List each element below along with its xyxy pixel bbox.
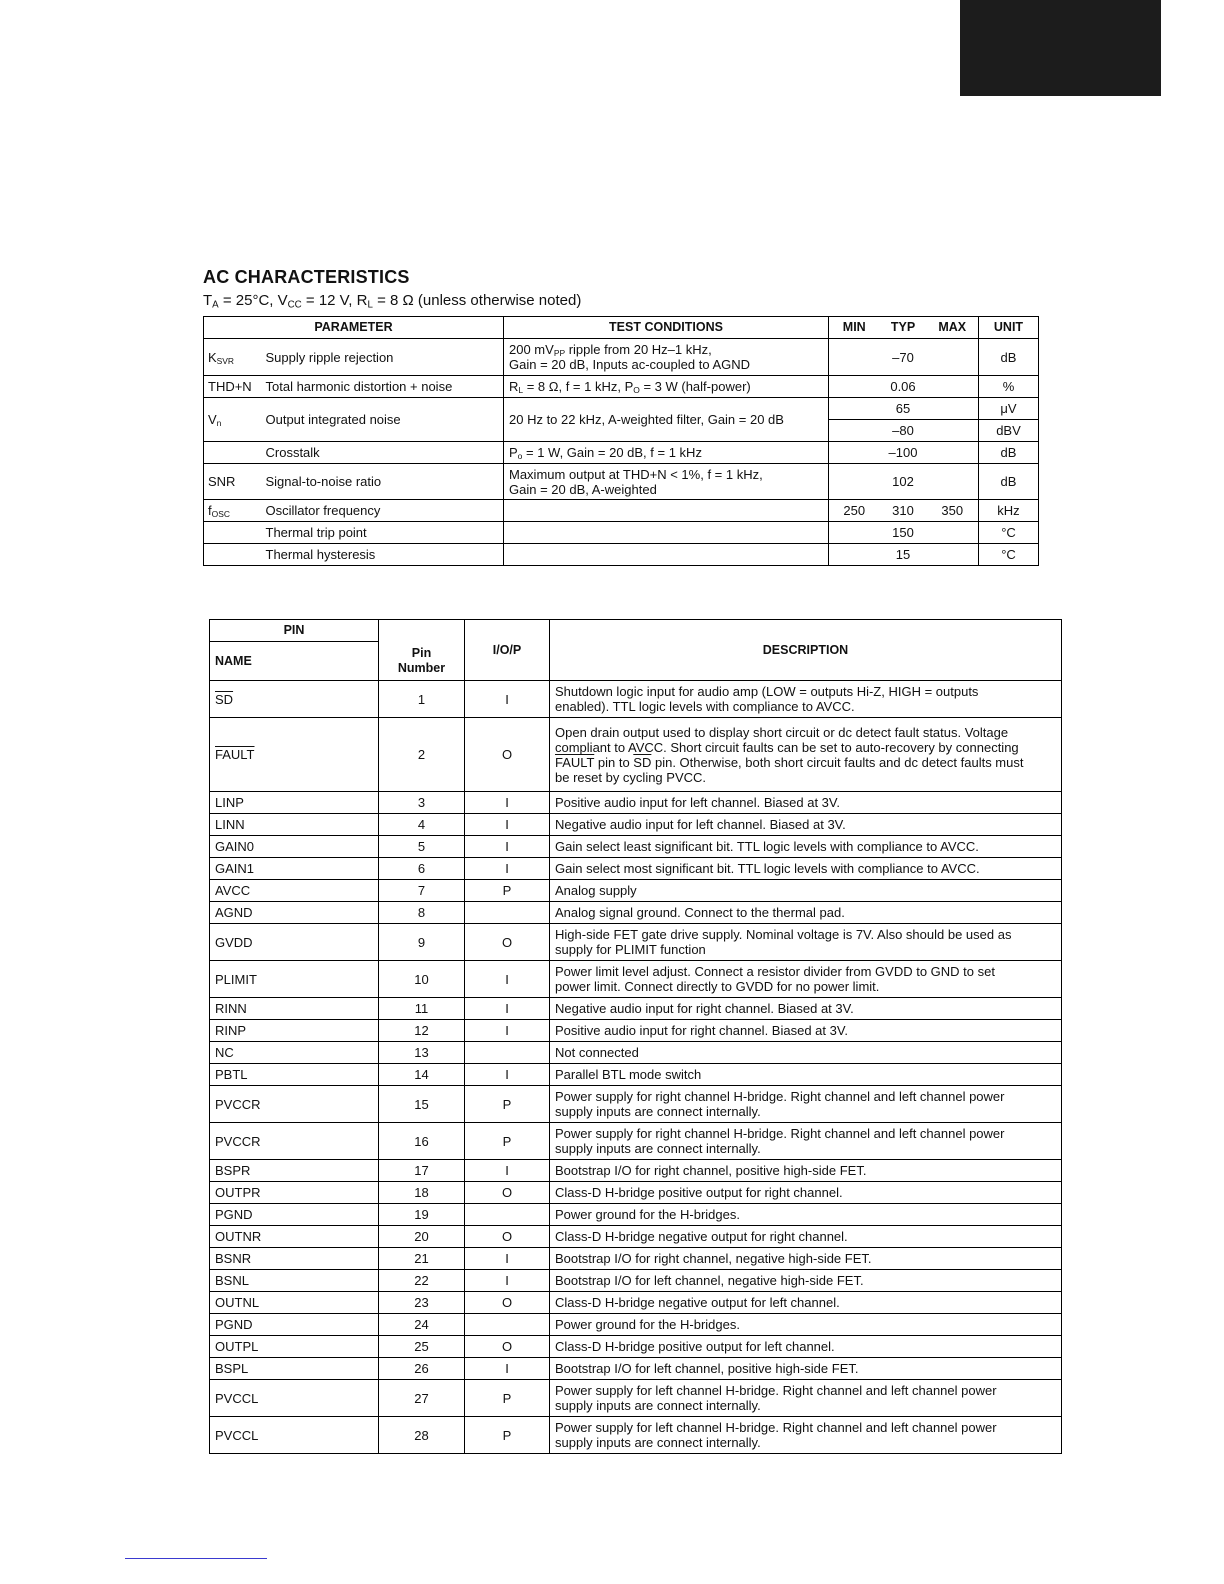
header-io: I/O/P	[465, 620, 550, 681]
pin-name: AGND	[210, 902, 379, 924]
pin-row	[210, 1182, 1062, 1204]
pin-row	[210, 1270, 1062, 1292]
param-vn: Output integrated noise	[264, 398, 504, 442]
pin-name: PVCCR	[210, 1123, 379, 1160]
pin-name: BSPR	[210, 1160, 379, 1182]
pin-row	[210, 1292, 1062, 1314]
pin-name: PGND	[210, 1204, 379, 1226]
min-fosc: 250	[829, 500, 880, 522]
param-fosc: Oscillator frequency	[264, 500, 504, 522]
typ-crosstalk: –100	[880, 442, 927, 464]
pin-number: 6	[379, 858, 465, 880]
pin-description: Power limit level adjust. Connect a resistor divider from GVDD to GND to set power limit. Connect directly to GVDD for no power limit.	[550, 961, 1062, 998]
pin-io-type: P	[465, 1417, 550, 1454]
pin-description: Power ground for the H-bridges.	[550, 1314, 1062, 1336]
pin-name: GAIN0	[210, 836, 379, 858]
pin-row	[210, 961, 1062, 998]
pin-number: 12	[379, 1020, 465, 1042]
pin-io-type: P	[465, 1123, 550, 1160]
pin-row	[210, 836, 1062, 858]
pin-number: 4	[379, 814, 465, 836]
pin-row	[210, 1042, 1062, 1064]
pin-description: Bootstrap I/O for left channel, positive high-side FET.	[550, 1358, 1062, 1380]
param-thermal-trip: Thermal trip point	[264, 522, 504, 544]
pin-row	[210, 1123, 1062, 1160]
pin-row	[210, 1314, 1062, 1336]
pin-name: PVCCL	[210, 1417, 379, 1454]
pin-row	[210, 1160, 1062, 1182]
cond-vn: 20 Hz to 22 kHz, A-weighted filter, Gain = 20 dB	[504, 398, 829, 442]
header-description: DESCRIPTION	[550, 620, 1062, 681]
pin-name: PGND	[210, 1314, 379, 1336]
pin-description: Positive audio input for left channel. Biased at 3V.	[550, 792, 1062, 814]
pin-io-type: O	[465, 1292, 550, 1314]
ac-row-ksvr	[204, 339, 1039, 376]
pin-description: Open drain output used to display short circuit or dc detect fault status. Voltage compliant to AVCC. Short circuit faults can be set to auto-recovery by connecting FAULT pin to $\overline{SD}$ pin. Otherwise, both short circuit faults and dc detect faults must be reset by cycling PVCC.	[550, 718, 1062, 792]
unit-vn-dbv: dBV	[979, 420, 1039, 442]
pin-io-type: I	[465, 961, 550, 998]
param-thdn: Total harmonic distortion + noise	[264, 376, 504, 398]
pin-name: LINP	[210, 792, 379, 814]
ac-characteristics-table	[203, 316, 1039, 566]
pin-number: 8	[379, 902, 465, 924]
pin-row	[210, 1204, 1062, 1226]
pin-io-type: I	[465, 1358, 550, 1380]
param-ksvr: Supply ripple rejection	[264, 339, 504, 376]
pin-io-type: I	[465, 814, 550, 836]
pin-row	[210, 718, 1062, 792]
pin-io-type: O	[465, 718, 550, 792]
pin-number: 20	[379, 1226, 465, 1248]
typ-snr: 102	[880, 464, 927, 500]
pin-name: BSNL	[210, 1270, 379, 1292]
corner-black-block	[960, 0, 1161, 96]
pin-io-type: I	[465, 1270, 550, 1292]
pin-io-type: I	[465, 998, 550, 1020]
ac-row-crosstalk	[204, 442, 1039, 464]
pin-description: Not connected	[550, 1042, 1062, 1064]
header-pin-number: Pin Number	[379, 642, 465, 681]
pin-description: Analog signal ground. Connect to the thermal pad.	[550, 902, 1062, 924]
pin-description: Positive audio input for right channel. Biased at 3V.	[550, 1020, 1062, 1042]
pin-number: 23	[379, 1292, 465, 1314]
header-min: MIN	[829, 317, 880, 339]
pin-number: 26	[379, 1358, 465, 1380]
typ-ksvr: –70	[880, 339, 927, 376]
symbol-ksvr: $K_{SVR}$	[204, 339, 264, 376]
pin-number: 2	[379, 718, 465, 792]
pin-number: 17	[379, 1160, 465, 1182]
pin-io-type: I	[465, 1020, 550, 1042]
typ-vn-uv: 65	[880, 398, 927, 420]
typ-thdn: 0.06	[880, 376, 927, 398]
pin-io-type	[465, 1042, 550, 1064]
header-unit: UNIT	[979, 317, 1039, 339]
pin-io-type	[465, 1204, 550, 1226]
pin-name: FAULT	[210, 718, 379, 792]
unit-fosc: kHz	[979, 500, 1039, 522]
pin-description: Class-D H-bridge positive output for right channel.	[550, 1182, 1062, 1204]
pin-description: Bootstrap I/O for right channel, positive high-side FET.	[550, 1160, 1062, 1182]
pin-number: 5	[379, 836, 465, 858]
pin-number: 15	[379, 1086, 465, 1123]
pin-name: PBTL	[210, 1064, 379, 1086]
pin-name: NC	[210, 1042, 379, 1064]
pin-io-type: P	[465, 1380, 550, 1417]
unit-thermal-trip: °C	[979, 522, 1039, 544]
pin-name: LINN	[210, 814, 379, 836]
header-name: NAME	[210, 642, 379, 681]
pin-number: 22	[379, 1270, 465, 1292]
pin-number: 19	[379, 1204, 465, 1226]
pin-row	[210, 1336, 1062, 1358]
pin-description: Power supply for left channel H-bridge. Right channel and left channel power supply inputs are connect internally.	[550, 1380, 1062, 1417]
pin-row	[210, 880, 1062, 902]
ac-row-thermal-trip	[204, 522, 1039, 544]
pin-row	[210, 1358, 1062, 1380]
pin-io-type: O	[465, 924, 550, 961]
ac-header-row	[204, 317, 1039, 339]
pin-name: OUTNL	[210, 1292, 379, 1314]
pin-row	[210, 1248, 1062, 1270]
unit-thdn: %	[979, 376, 1039, 398]
cond-thdn: $R_L = 8$ Ω, f = 1 kHz, $P_O = 3$ W (half-power)	[504, 376, 829, 398]
pin-description: Power supply for left channel H-bridge. Right channel and left channel power supply inputs are connect internally.	[550, 1417, 1062, 1454]
cond-snr: Maximum output at THD+N < 1%, f = 1 kHz, Gain = 20 dB, A-weighted	[504, 464, 829, 500]
pin-number: 3	[379, 792, 465, 814]
pin-name: PLIMIT	[210, 961, 379, 998]
pin-name: BSNR	[210, 1248, 379, 1270]
pin-io-type	[465, 1314, 550, 1336]
pin-io-type: O	[465, 1336, 550, 1358]
pin-row	[210, 681, 1062, 718]
pin-description: Parallel BTL mode switch	[550, 1064, 1062, 1086]
pin-description: Class-D H-bridge negative output for left channel.	[550, 1292, 1062, 1314]
pin-row	[210, 1064, 1062, 1086]
pin-description: Power supply for right channel H-bridge. Right channel and left channel power supply inputs are connect internally.	[550, 1086, 1062, 1123]
pin-number: 24	[379, 1314, 465, 1336]
header-pin: PIN	[210, 620, 379, 642]
param-thermal-hyst: Thermal hysteresis	[264, 544, 504, 566]
pin-row	[210, 1226, 1062, 1248]
pin-row	[210, 1086, 1062, 1123]
pin-row	[210, 792, 1062, 814]
footer-link-line	[125, 1558, 267, 1559]
pin-io-type: I	[465, 1064, 550, 1086]
pin-io-type: I	[465, 836, 550, 858]
pin-description: Bootstrap I/O for right channel, negative high-side FET.	[550, 1248, 1062, 1270]
pin-row	[210, 1020, 1062, 1042]
pin-io-type: P	[465, 1086, 550, 1123]
pin-name: OUTPL	[210, 1336, 379, 1358]
pin-io-type	[465, 902, 550, 924]
pin-io-type: O	[465, 1182, 550, 1204]
typ-thermal-trip: 150	[880, 522, 927, 544]
pin-number: 1	[379, 681, 465, 718]
pin-description: Analog supply	[550, 880, 1062, 902]
pin-description: Class-D H-bridge positive output for left channel.	[550, 1336, 1062, 1358]
pin-number: 13	[379, 1042, 465, 1064]
pin-description: Gain select least significant bit. TTL logic levels with compliance to AVCC.	[550, 836, 1062, 858]
pin-number: 16	[379, 1123, 465, 1160]
ac-row-snr	[204, 464, 1039, 500]
unit-crosstalk: dB	[979, 442, 1039, 464]
pin-row	[210, 814, 1062, 836]
pin-number: 11	[379, 998, 465, 1020]
pin-io-type: O	[465, 1226, 550, 1248]
pin-header-row-1	[210, 620, 1062, 642]
pin-name: RINN	[210, 998, 379, 1020]
pin-io-type: I	[465, 792, 550, 814]
ac-row-fosc	[204, 500, 1039, 522]
typ-thermal-hyst: 15	[880, 544, 927, 566]
header-max: MAX	[927, 317, 979, 339]
pin-row	[210, 998, 1062, 1020]
header-test-conditions: TEST CONDITIONS	[504, 317, 829, 339]
pin-number: 14	[379, 1064, 465, 1086]
pin-description: Bootstrap I/O for left channel, negative high-side FET.	[550, 1270, 1062, 1292]
pin-name: PVCCL	[210, 1380, 379, 1417]
header-typ: TYP	[880, 317, 927, 339]
typ-vn-dbv: –80	[880, 420, 927, 442]
pin-functions-table	[209, 619, 1062, 1454]
pin-io-type: I	[465, 858, 550, 880]
max-fosc: 350	[927, 500, 979, 522]
unit-snr: dB	[979, 464, 1039, 500]
pin-io-type: P	[465, 880, 550, 902]
param-snr: Signal-to-noise ratio	[264, 464, 504, 500]
pin-description: Shutdown logic input for audio amp (LOW = outputs Hi-Z, HIGH = outputs enabled). TTL logic levels with compliance to AVCC.	[550, 681, 1062, 718]
pin-description: Negative audio input for right channel. Biased at 3V.	[550, 998, 1062, 1020]
pin-name: OUTPR	[210, 1182, 379, 1204]
pin-name: GAIN1	[210, 858, 379, 880]
symbol-vn: $V_n$	[204, 398, 264, 442]
pin-number: 21	[379, 1248, 465, 1270]
pin-number: 9	[379, 924, 465, 961]
ac-row-thdn	[204, 376, 1039, 398]
pin-name: AVCC	[210, 880, 379, 902]
pin-number: 18	[379, 1182, 465, 1204]
pin-row	[210, 858, 1062, 880]
pin-row	[210, 1417, 1062, 1454]
typ-fosc: 310	[880, 500, 927, 522]
pin-io-type: I	[465, 1248, 550, 1270]
section-title-ac: AC CHARACTERISTICS	[203, 267, 410, 287]
pin-number: 25	[379, 1336, 465, 1358]
header-parameter: PARAMETER	[204, 317, 504, 339]
pin-number: 27	[379, 1380, 465, 1417]
pin-row	[210, 902, 1062, 924]
pin-number: 7	[379, 880, 465, 902]
ac-row-vn-1	[204, 398, 1039, 420]
symbol-snr: SNR	[204, 464, 264, 500]
pin-name: RINP	[210, 1020, 379, 1042]
pin-io-type: I	[465, 681, 550, 718]
symbol-thdn: THD+N	[204, 376, 264, 398]
pin-description: Power supply for right channel H-bridge. Right channel and left channel power supply inputs are connect internally.	[550, 1123, 1062, 1160]
pin-name: $\overline{SD}$	[210, 681, 379, 718]
cond-ksvr: 200 $mV_{PP}$ ripple from 20 Hz–1 kHz, Gain = 20 dB, Inputs ac-coupled to AGND	[504, 339, 829, 376]
unit-vn-uv: μV	[979, 398, 1039, 420]
pin-row	[210, 1380, 1062, 1417]
pin-description: Gain select most significant bit. TTL logic levels with compliance to AVCC.	[550, 858, 1062, 880]
unit-ksvr: dB	[979, 339, 1039, 376]
pin-description: High-side FET gate drive supply. Nominal voltage is 7V. Also should be used as supply for PLIMIT function	[550, 924, 1062, 961]
pin-row	[210, 924, 1062, 961]
pin-io-type: I	[465, 1160, 550, 1182]
pin-name: PVCCR	[210, 1086, 379, 1123]
symbol-fosc: $f_{OSC}$	[204, 500, 264, 522]
pin-name: BSPL	[210, 1358, 379, 1380]
unit-thermal-hyst: °C	[979, 544, 1039, 566]
pin-name: OUTNR	[210, 1226, 379, 1248]
pin-number: 10	[379, 961, 465, 998]
param-crosstalk: Crosstalk	[264, 442, 504, 464]
pin-description: Negative audio input for left channel. Biased at 3V.	[550, 814, 1062, 836]
pin-description: Class-D H-bridge negative output for right channel.	[550, 1226, 1062, 1248]
ac-conditions: $T_A = 25^\circ C$, $V_{CC} = 12$ V, $R_L = 8$ Ω (unless otherwise noted)	[203, 292, 582, 311]
cond-crosstalk: $P_o = 1$ W, Gain = 20 dB, f = 1 kHz	[504, 442, 829, 464]
pin-name: GVDD	[210, 924, 379, 961]
pin-description: Power ground for the H-bridges.	[550, 1204, 1062, 1226]
ac-row-thermal-hyst	[204, 544, 1039, 566]
pin-number: 28	[379, 1417, 465, 1454]
